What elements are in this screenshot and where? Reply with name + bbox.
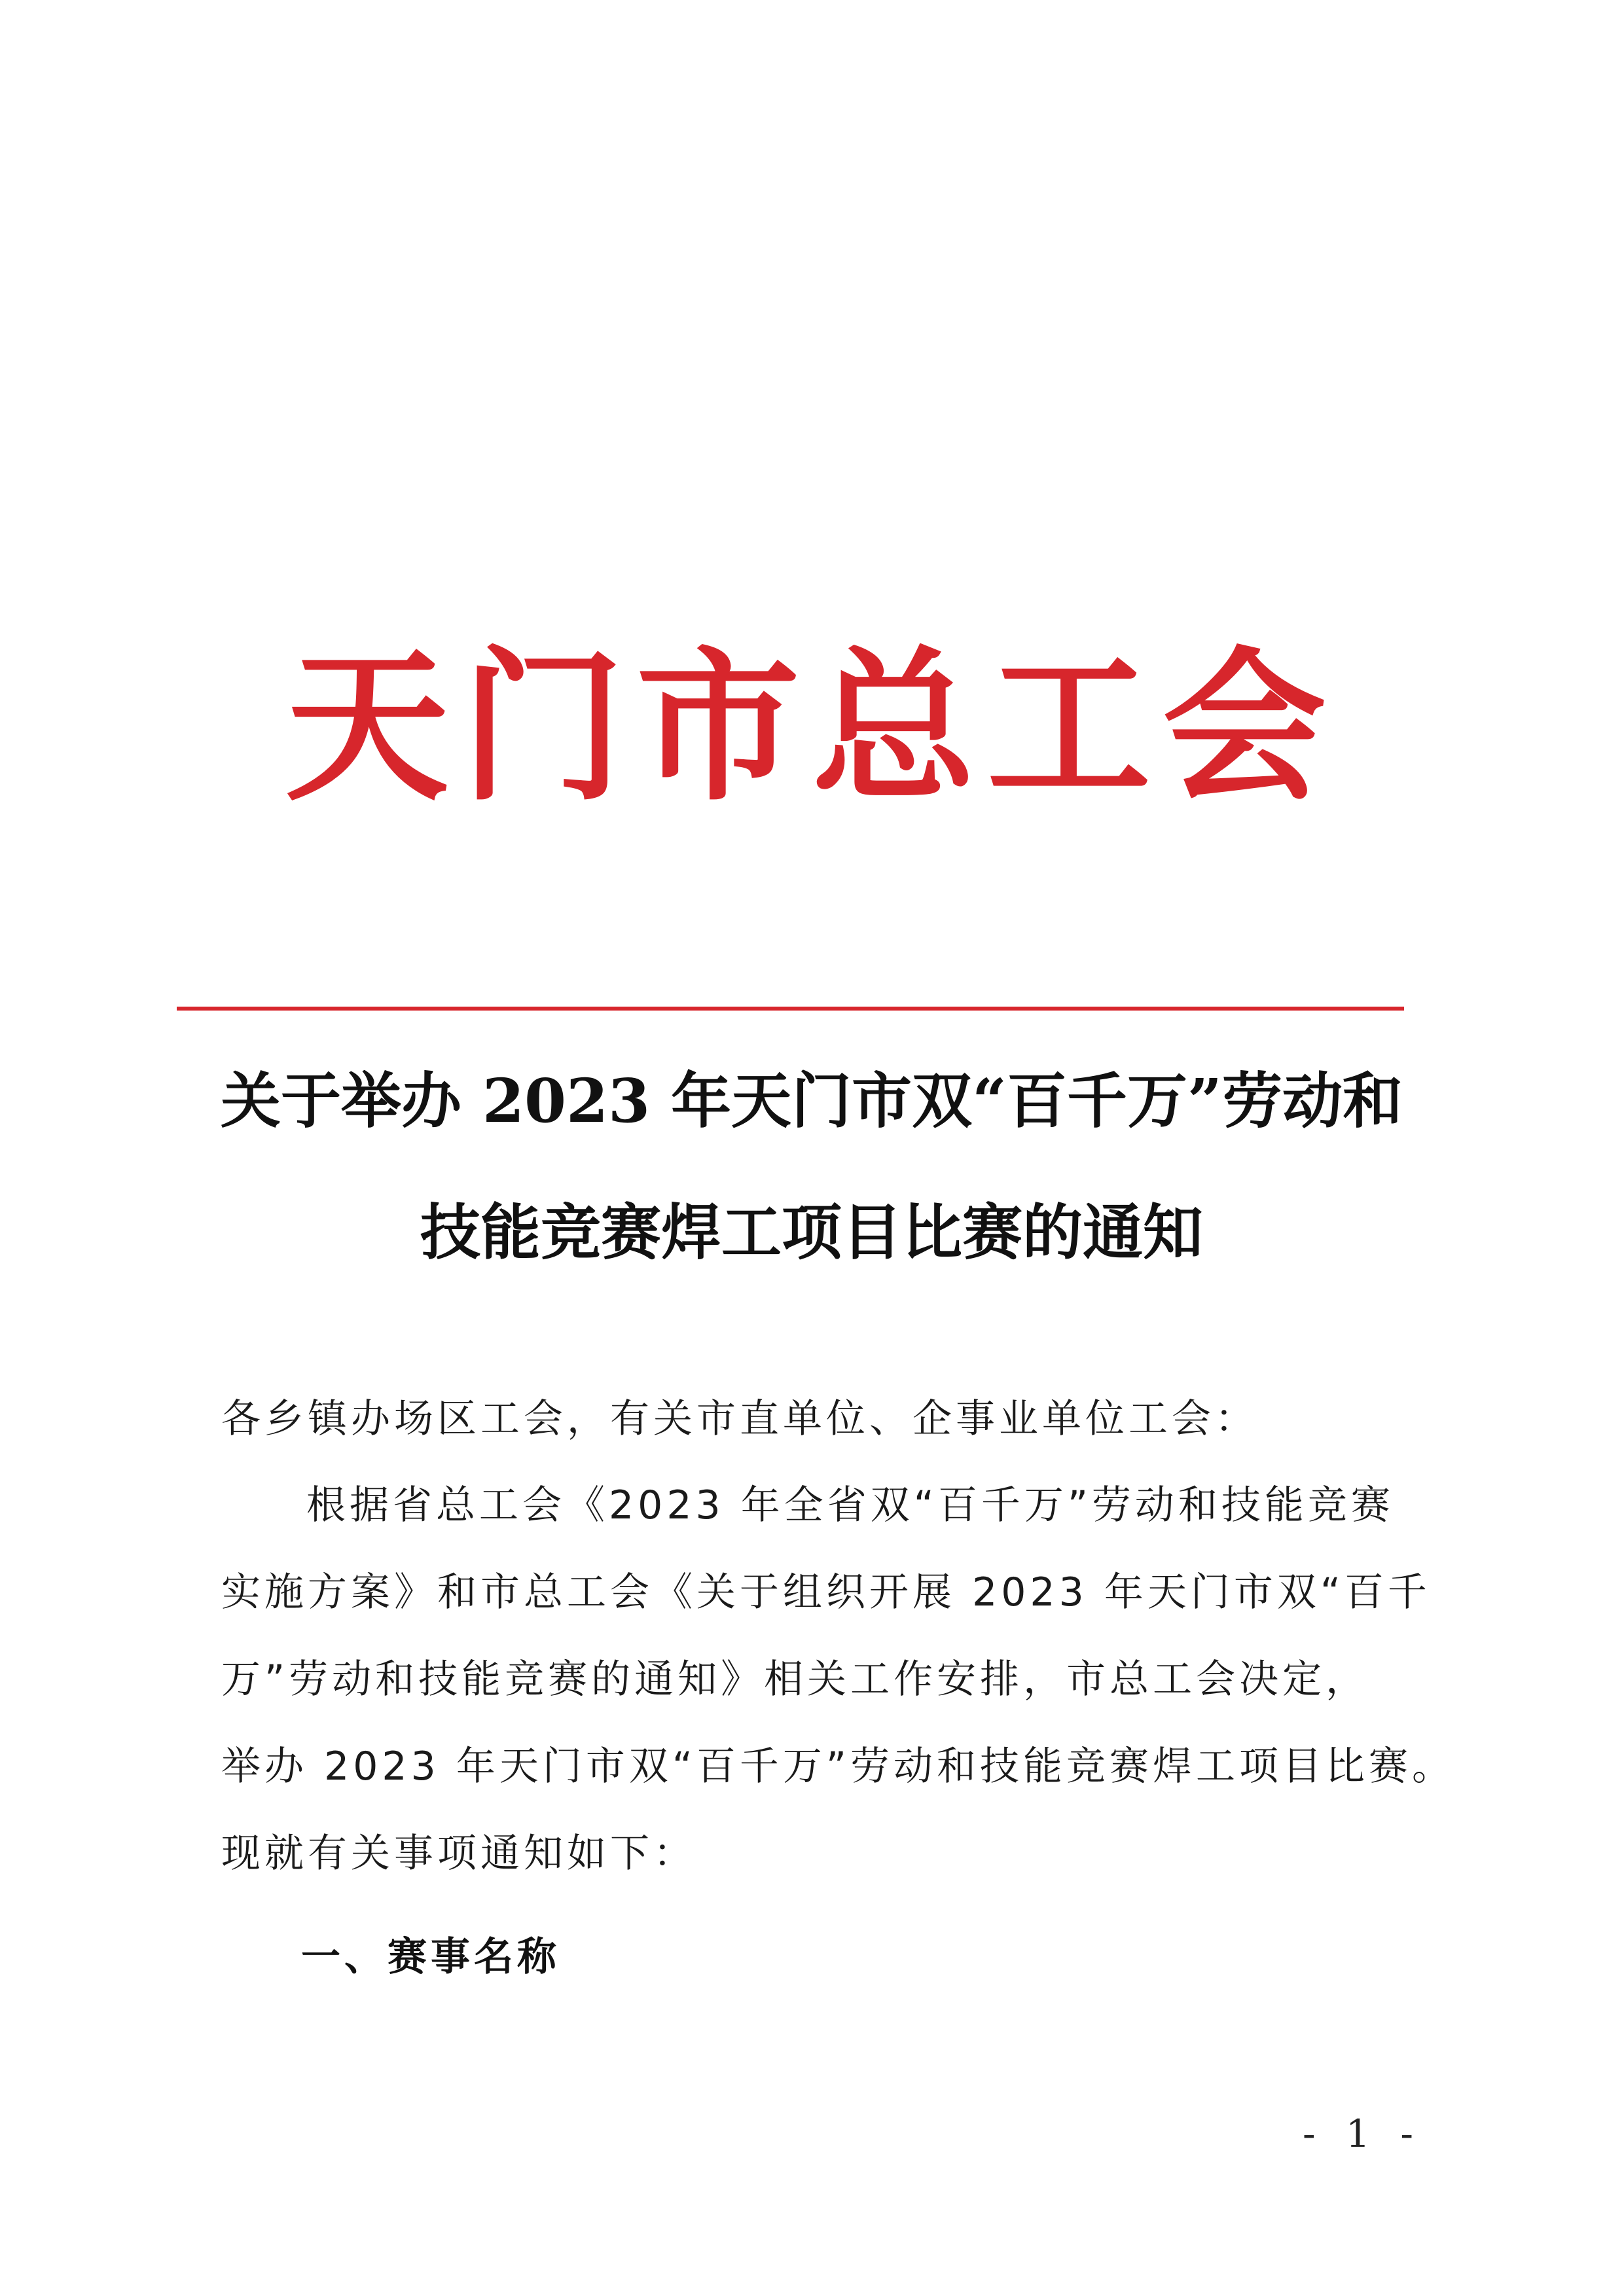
- paragraph-line: 现就有关事项通知如下：: [221, 1831, 696, 1876]
- issuing-organization-masthead: 天门市总工会: [285, 630, 1338, 823]
- paragraph-line: 万”劳动和技能竞赛的通知》相关工作安排，市总工会决定，: [221, 1657, 1369, 1702]
- page-number: - 1 -: [1303, 2111, 1422, 2156]
- paragraph-line: 举办 2023 年天门市双“百千万”劳动和技能竞赛焊工项目比赛。: [221, 1744, 1456, 1789]
- section-heading: 一、赛事名称: [301, 1934, 560, 1980]
- document-title-line-2: 技能竞赛焊工项目比赛的通知: [420, 1197, 1203, 1268]
- paragraph-line: 实施方案》和市总工会《关于组织开展 2023 年天门市双“百千: [221, 1570, 1431, 1615]
- salutation: 各乡镇办场区工会，有关市直单位、企事业单位工会：: [221, 1396, 1258, 1442]
- red-separator-rule: [177, 1007, 1404, 1011]
- paragraph-line: 根据省总工会《2023 年全省双“百千万”劳动和技能竞赛: [306, 1482, 1394, 1528]
- document-title-line-1: 关于举办 2023 年天门市双“百千万”劳动和: [221, 1066, 1403, 1136]
